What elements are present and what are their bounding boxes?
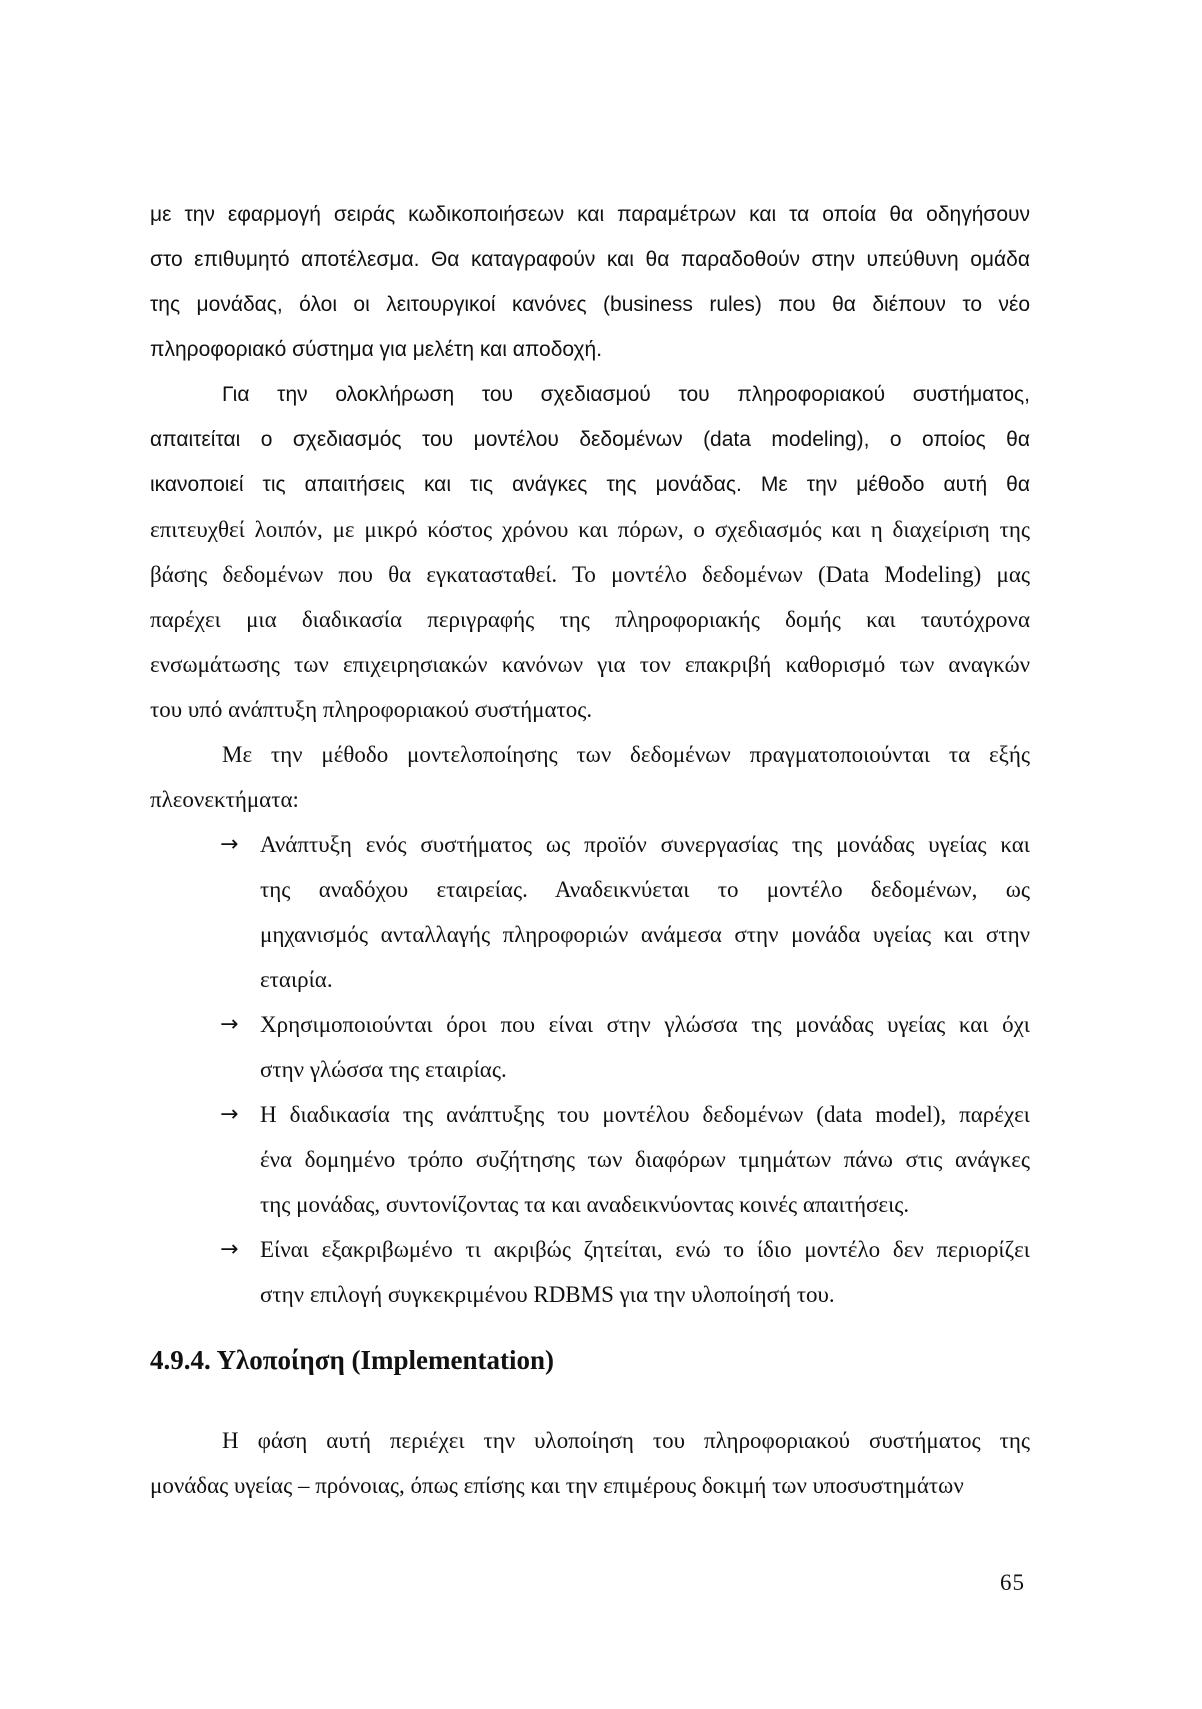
right-arrow-icon: →	[220, 1102, 239, 1127]
list-item-line: εταιρία.	[260, 967, 333, 992]
right-arrow-icon: →	[220, 1237, 239, 1262]
text-line: του υπό ανάπτυξη πληροφοριακού συστήματος.	[150, 697, 593, 722]
text-line: παρέχει μια διαδικασία περιγραφής της πληροφοριακής δομής και ταυτόχρονα	[150, 607, 1030, 632]
text-line: της μονάδας, όλοι οι λειτουργικοί κανόνες (business rules) που θα διέπουν το νέο	[150, 293, 1030, 316]
text-line: με την εφαρμογή σειράς κωδικοποιήσεων και παραμέτρων και τα οποία θα οδηγήσουν	[150, 203, 1030, 226]
list-item-line: στην γλώσσα της εταιρίας.	[260, 1057, 507, 1082]
list-item-line	[150, 822, 1030, 867]
list-item-text: Είναι εξακριβωμένο τι ακριβώς ζητείται, ενώ το ίδιο μοντέλο δεν περιορίζει	[260, 1237, 1030, 1262]
text-line: απαιτείται ο σχεδιασμός του μοντέλου δεδομένων (data modeling), ο οποίος θα	[150, 428, 1030, 451]
list-item-line: της αναδόχου εταιρείας. Αναδεικνύεται το μοντέλο δεδομένων, ως	[260, 877, 1030, 902]
list-item	[150, 1227, 1030, 1317]
section-paragraph	[150, 1418, 1030, 1508]
right-arrow-icon: →	[220, 832, 239, 857]
text-line: Για την ολοκλήρωση του σχεδιασμού του πληροφοριακού συστήματος,	[222, 383, 1030, 406]
text-line: Με την μέθοδο μοντελοποίησης των δεδομένων πραγματοποιούνται τα εξής	[222, 742, 1030, 767]
list-item-line: στην επιλογή συγκεκριμένου RDBMS για την υλοποίησή του.	[260, 1282, 835, 1307]
text-line: πλεονεκτήματα:	[150, 787, 299, 812]
section-heading: 4.9.4. Υλοποίηση (Implementation)	[150, 1345, 554, 1375]
text-line: ικανοποιεί τις απαιτήσεις και τις ανάγκες της μονάδας. Με την μέθοδο αυτή θα	[150, 473, 1030, 496]
text-line: Η φάση αυτή περιέχει την υλοποίηση του πληροφοριακού συστήματος της	[222, 1428, 1030, 1453]
text-line: ενσωμάτωσης των επιχειρησιακών κανόνων για τον επακριβή καθορισμό των αναγκών	[150, 652, 1030, 677]
list-item	[150, 822, 1030, 1002]
paragraph-2	[150, 372, 1030, 732]
list-item-line	[150, 1092, 1030, 1137]
text-line: επιτευχθεί λοιπόν, με μικρό κόστος χρόνου και πόρων, ο σχεδιασμός και η διαχείριση της	[150, 517, 1030, 542]
document-body	[150, 192, 1030, 1317]
list-item-line: μηχανισμός ανταλλαγής πληροφοριών ανάμεσα στην μονάδα υγείας και στην	[260, 922, 1030, 947]
text-line: πληροφοριακό σύστημα για μελέτη και αποδοχή.	[150, 338, 603, 361]
list-item	[150, 1092, 1030, 1227]
paragraph-3	[150, 732, 1030, 822]
list-item-line	[150, 1002, 1030, 1047]
advantages-list	[150, 822, 1030, 1317]
text-line: βάσης δεδομένων που θα εγκατασταθεί. Το μοντέλο δεδομένων (Data Modeling) μας	[150, 562, 1030, 587]
list-item-line	[150, 1227, 1030, 1272]
page-number: 65	[1000, 1570, 1025, 1595]
text-line: μονάδας υγείας – πρόνοιας, όπως επίσης και την επιμέρους δοκιμή των υποσυστημάτων	[150, 1473, 964, 1498]
right-arrow-icon: →	[220, 1012, 239, 1037]
list-item-line: της μονάδας, συντονίζοντας τα και αναδεικνύοντας κοινές απαιτήσεις.	[260, 1192, 910, 1217]
paragraph-1	[150, 192, 1030, 372]
list-item-text: Χρησιμοποιούνται όροι που είναι στην γλώσσα της μονάδας υγείας και όχι	[260, 1012, 1030, 1037]
list-item-text: Η διαδικασία της ανάπτυξης του μοντέλου δεδομένων (data model), παρέχει	[260, 1102, 1030, 1127]
list-item-line: ένα δομημένο τρόπο συζήτησης των διαφόρων τμημάτων πάνω στις ανάγκες	[260, 1147, 1030, 1172]
list-item	[150, 1002, 1030, 1092]
text-line: στο επιθυμητό αποτέλεσμα. Θα καταγραφούν και θα παραδοθούν στην υπεύθυνη ομάδα	[150, 248, 1030, 271]
list-item-text: Ανάπτυξη ενός συστήματος ως προϊόν συνεργασίας της μονάδας υγείας και	[260, 832, 1030, 857]
